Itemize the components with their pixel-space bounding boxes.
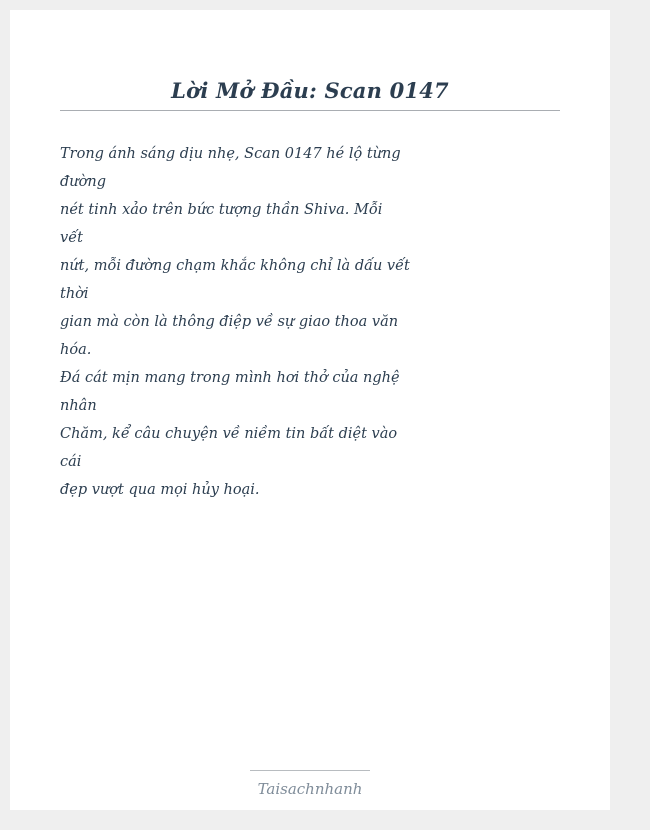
page-title: Lời Mở Đầu: Scan 0147 <box>171 78 449 103</box>
body-line: cái <box>60 454 82 470</box>
body-line: vết <box>60 230 83 246</box>
body-line: gian mà còn là thông điệp về sự giao thoa văn <box>60 314 399 330</box>
body-line: đường <box>60 174 106 190</box>
body-line: nét tinh xảo trên bức tượng thần Shiva. Mỗi <box>60 202 383 218</box>
body-paragraph <box>60 140 410 504</box>
title-divider <box>60 110 560 111</box>
body-line: hóa. <box>60 342 92 358</box>
footer-divider <box>250 770 370 771</box>
body-line: đẹp vượt qua mọi hủy hoại. <box>60 482 260 498</box>
body-line: nhân <box>60 398 97 414</box>
footer-brand: Taisachnhanh <box>257 780 363 798</box>
body-line: Trong ánh sáng dịu nhẹ, Scan 0147 hé lộ từng <box>60 146 401 162</box>
document-page <box>10 10 610 810</box>
body-line: thời <box>60 286 89 302</box>
body-line: Đá cát mịn mang trong mình hơi thở của nghệ <box>60 370 400 386</box>
body-line: Chăm, kể câu chuyện về niềm tin bất diệt vào <box>60 426 398 442</box>
body-line: nứt, mỗi đường chạm khắc không chỉ là dấu vết <box>60 258 410 274</box>
